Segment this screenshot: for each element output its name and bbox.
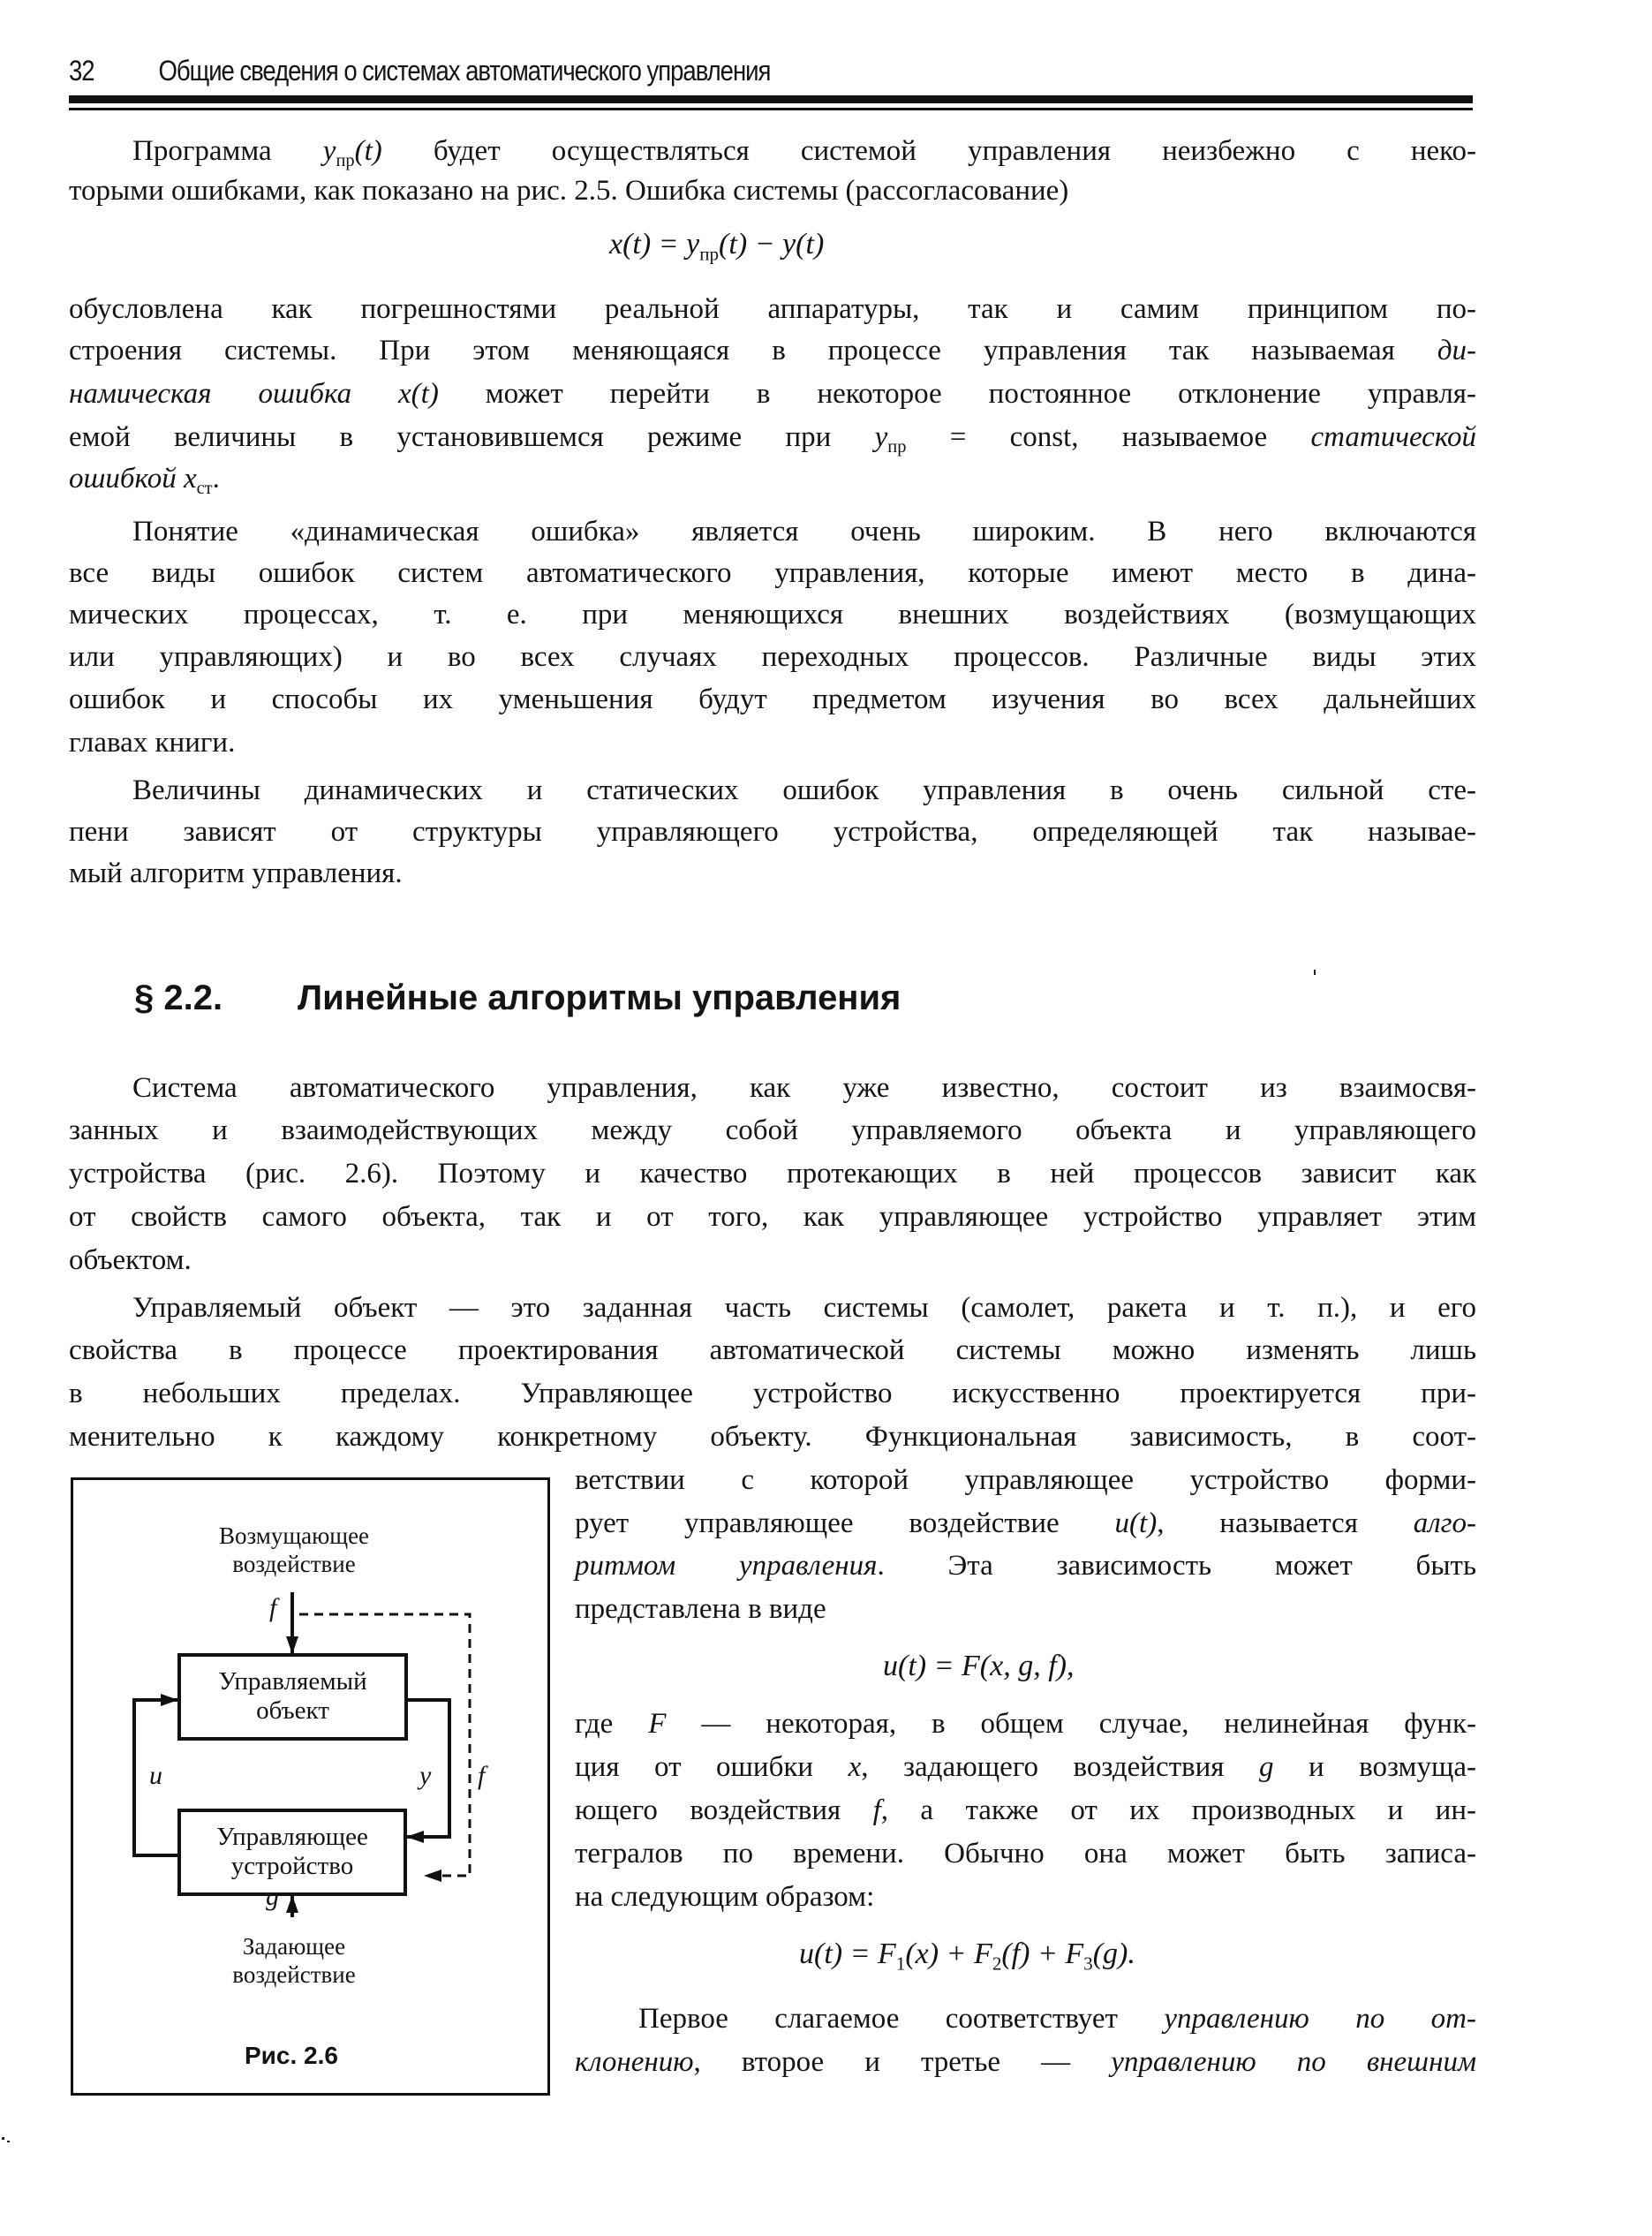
text-line: ющего воздействия f, а также от их производных и ин- (575, 1794, 1476, 1826)
text-line: или управляющих) и во всех случаях переходных процессов. Различные виды этих (69, 641, 1476, 673)
figure-caption: Рис. 2.6 (245, 2042, 338, 2069)
section-heading (134, 978, 901, 1018)
running-title: Общие сведения о системах автоматического управления (158, 55, 771, 87)
text-line: пени зависят от структуры управляющего устройства, определяющей так называе- (69, 816, 1476, 848)
text-line: в небольших пределах. Управляющее устройство искусственно проектируется при- (69, 1378, 1476, 1409)
text-line: Система автоматического управления, как уже известно, состоит из взаимосвя- (132, 1072, 1476, 1104)
scan-speck (7, 2141, 10, 2142)
text-line: тегралов по времени. Обычно она может быть записа- (575, 1838, 1476, 1870)
block-object-label: Управляемый объект (218, 1667, 367, 1725)
text-line: на следующим образом: (575, 1881, 875, 1913)
text-line: ритмом управления. Эта зависимость может быть (575, 1550, 1476, 1582)
text-line: все виды ошибок систем автоматического управления, которые имеют место в дина- (69, 557, 1476, 589)
text-line: представлена в виде (575, 1593, 826, 1625)
text-line: Величины динамических и статических ошибок управления в очень сильной сте- (132, 774, 1476, 806)
var-y: y (419, 1761, 432, 1790)
equation-control-law: u(t) = F(x, g, f), (883, 1650, 1075, 1682)
header-rule-thick (69, 95, 1473, 103)
text-line: рует управляющее воздействие u(t), называется алго- (575, 1507, 1476, 1539)
section-title: Линейные алгоритмы управления (298, 978, 901, 1017)
label-reference: Задающее воздействие (232, 1933, 356, 1988)
text-line: Управляемый объект — это заданная часть системы (самолет, ракета и т. п.), и его (132, 1292, 1476, 1324)
text-line: Понятие «динамическая ошибка» является очень широким. В него включаются (132, 516, 1476, 548)
var-f-side: f (478, 1761, 486, 1790)
text-line: строения системы. При этом меняющаяся в процессе управления так называемая ди- (69, 335, 1476, 366)
equation-error: $x(t) = y_{пр}(t) - y(t)$ (609, 228, 825, 265)
text-line: устройства (рис. 2.6). Поэтому и качество протекающих в ней процессов зависит как (69, 1158, 1476, 1190)
running-head (69, 55, 770, 94)
text-line: ошибкой $x_{ст}$. (69, 463, 220, 499)
scan-speck (2, 2137, 4, 2140)
text-line: Программа $y_{пр}(t)$ будет осуществляться системой управления неизбежно с неко- (132, 135, 1476, 171)
text-line: Первое слагаемое соответствует управлению по от- (638, 2003, 1476, 2035)
scan-speck (1314, 970, 1316, 975)
text-line: свойства в процессе проектирования автоматической системы можно изменять лишь (69, 1334, 1476, 1366)
text-line: где F — некоторая, в общем случае, нелинейная функ- (575, 1708, 1476, 1740)
text-line: обусловлена как погрешностями реальной аппаратуры, так и самим принципом по- (69, 293, 1476, 325)
text-line: мических процессах, т. е. при меняющихся внешних воздействиях (возмущающих (69, 599, 1476, 631)
label-disturbance: Возмущающее воздействие (218, 1522, 370, 1577)
header-rule-thin (69, 108, 1473, 110)
text-line: занных и взаимодействующих между собой управляемого объекта и управляющего (69, 1114, 1476, 1146)
text-line: ошибок и способы их уменьшения будут предметом изучения во всех дальнейших (69, 684, 1476, 715)
text-line: менительно к каждому конкретному объекту. Функциональная зависимость, в соот- (69, 1421, 1476, 1453)
section-number: § 2.2. (134, 978, 223, 1017)
text-line: намическая ошибка x(t) может перейти в некоторое постоянное отклонение управля- (69, 378, 1476, 410)
page-number: 32 (69, 55, 94, 87)
var-u: u (149, 1761, 162, 1790)
var-f-top: f (269, 1593, 277, 1622)
text-line: ция от ошибки x, задающего воздействия g и возмуща- (575, 1751, 1476, 1783)
figure-2-6 (71, 1477, 550, 2096)
text-line: торыми ошибками, как показано на рис. 2.5. Ошибка системы (рассогласование) (69, 175, 1069, 207)
block-controller-label: Управляющее устройство (216, 1823, 368, 1880)
var-g: g (266, 1882, 279, 1911)
equation-linear-law: $u(t) = F_1(x) + F_2(f) + F_3(g)$. (799, 1938, 1135, 1975)
text-line: от свойств самого объекта, так и от того, как управляющее устройство управляет этим (69, 1201, 1476, 1233)
text-line: емой величины в установившемся режиме при $y_{пр}$ = const, называемое статической (69, 421, 1476, 457)
text-line: клонению, второе и третье — управлению по внешним (575, 2046, 1476, 2078)
text-line: мый алгоритм управления. (69, 857, 403, 889)
text-line: главах книги. (69, 727, 236, 759)
text-line: объектом. (69, 1244, 192, 1276)
text-line: ветствии с которой управляющее устройство форми- (575, 1464, 1476, 1496)
